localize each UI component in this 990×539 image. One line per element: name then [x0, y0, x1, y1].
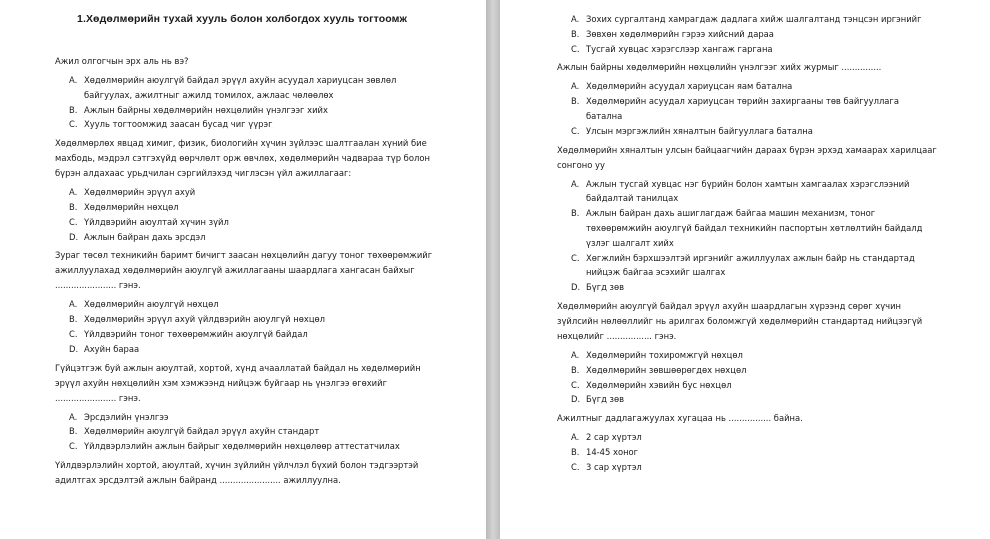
answer-option: C. Хууль тогтоомжид заасан бусад чиг үүрэг [69, 119, 273, 130]
answer-option: A. Хөдөлмөрийн аюулгүй нөхцөл [69, 299, 219, 310]
answer-option: C. Тусгай хувцас хэрэгслээр хангаж гаргана [571, 43, 773, 54]
answer-option: B. Хөдөлмөрийн зөвшөөрөгдөх нөхцөл [571, 364, 747, 375]
answer-options [69, 410, 435, 454]
answer-option: B. Хөдөлмөрийн асуудал хариуцсан төрийн захиргааны төв байгууллага батална [571, 96, 899, 121]
answer-options [69, 73, 435, 132]
question-text: Хөдөлмөрийн хяналтын улсын байцаагчийн дараах бүрэн эрхэд хамаарах харилцааг сонгоно уу [557, 144, 937, 170]
answer-option: A. Ажлын тусгай хувцас нэг бүрийн болон хамтын хамгаалах хэрэгслээний байдалтай танилцах [571, 178, 910, 204]
answer-options [571, 348, 937, 407]
answer-option: D. Ажлын байран дахь эрсдэл [69, 231, 206, 242]
answer-options [571, 430, 937, 474]
answer-option: A. Эрсдэлийн үнэлгээ [69, 411, 169, 422]
question-text: Зураг төсөл техникийн баримт бичигт заасан нөхцөлийн дагуу тоног төхөөрөмжийг ажиллуулахад хөдөлмөрийн аюулгүй ажиллагааны шаардлага хангасан байхыг ....................... гэнэ. [55, 250, 433, 291]
answer-option: A. 2 сар хүртэл [571, 432, 642, 443]
answer-option: C. Үйлдвэрийн тоног төхөөрөмжийн аюулгүй байдал [69, 328, 308, 339]
answer-option: B. Ажлын байрны хөдөлмөрийн нөхцөлийн үнэлгээг хийх [69, 104, 328, 115]
answer-option: B. Ажлын байран дахь ашиглагдаж байгаа машин механизм, тоног төхөөрөмжийн аюулгүй байдал техникийн паспортын хөтлөлтийн байдалд үзлэг шалгалт хийх [571, 208, 923, 248]
answer-option: C. Хөгжлийн бэрхшээлтэй иргэнийг ажиллуулах ажлын байр нь стандартад нийцэж байгаа эсэхийг шалгах [571, 252, 915, 278]
question-text: Хөдөлмөрлөх явцад химиг, физик, биологийн хүчин зүйлээс шалтгаалан хүний бие махбодь, мэдрэл сэтгэхүйд өөрчлөлт орж өвчлөх, хөдөлмөрийн чадвараа түр болон бүрэн алдахаас урьдчилан сэргийлэхэд чиглэсэн үйл ажиллагааг: [55, 138, 430, 179]
document-page-right[interactable] [500, 0, 990, 539]
document-page-left[interactable] [0, 0, 486, 539]
answer-option: A. Хөдөлмөрийн тохиромжгүй нөхцөл [571, 349, 743, 360]
answer-option: C. 3 сар хүртэл [571, 461, 642, 472]
answer-option: D. Бүгд зөв [571, 282, 625, 293]
question-text: Үйлдвэрлэлийн хортой, аюултай, хүчин зүйлийн үйлчлэл бүхий болон тэдгээртэй адилтгах эрсдэлтэй ажлын байранд ....................... ажиллуулна. [55, 459, 419, 485]
document-title: 1.Хөдөлмөрийн тухай хууль болон холбогдох хууль тогтоомж [77, 13, 408, 25]
answer-option: B. 14-45 хоног [571, 446, 639, 457]
answer-option: B. Хөдөлмөрийн эрүүл ахуй үйлдвэрийн аюулгүй нөхцөл [69, 314, 326, 325]
answer-option: C. Үйлдвэрлэлийн ажлын байрыг хөдөлмөрийн нөхцөлөөр аттестатчилах [69, 441, 400, 452]
answer-option: D. Бүгд зөв [571, 394, 625, 405]
answer-option: A. Хөдөлмөрийн эрүүл ахуй [69, 187, 196, 198]
answer-option: B. Хөдөлмөрийн нөхцөл [69, 201, 179, 212]
question-text: Ажилтныг дадлагажуулах хугацаа нь ................ байна. [557, 413, 803, 424]
answer-option: A. Хөдөлмөрийн аюулгүй байдал эрүүл ахуйн асуудал хариуцсан зөвлөл байгуулах, ажилтныг ажилд томилох, ажлаас чөлөөлөх [69, 75, 397, 100]
answer-options [69, 297, 435, 356]
answer-option: C. Үйлдвэрийн аюултай хүчин зүйл [69, 216, 229, 227]
answer-options [571, 177, 937, 295]
answer-option: D. Ахуйн бараа [69, 343, 140, 354]
answer-option: B. Хөдөлмөрийн аюулгүй байдал эрүүл ахуйн стандарт [69, 426, 320, 437]
answer-option: C. Улсын мэргэжлийн хяналтын байгууллага батална [571, 125, 813, 136]
page-gutter [486, 0, 500, 539]
answer-options [69, 185, 435, 244]
answer-option: A. Хөдөлмөрийн асуудал хариуцсан яам батална [571, 81, 793, 92]
question-text: Ажил олгогчын эрх аль нь вэ? [55, 56, 189, 66]
answer-options [571, 12, 937, 56]
answer-options [571, 79, 937, 138]
answer-option: C. Хөдөлмөрийн хэвийн бус нөхцөл [571, 379, 732, 390]
answer-option: A. Зохих сургалтанд хамрагдаж дадлага хийж шалгалтанд тэнцсэн иргэнийг [571, 14, 922, 24]
question-text: Хөдөлмөрийн аюулгүй байдал эрүүл ахуйн шаардлагын хүрээнд сөрөг хүчин зүйлсийн нөлөөллийг нь арилгах боломжгүй хөдөлмөрийн стандартад нийцээгүй нөхцөлийг ................. гэнэ. [557, 300, 923, 341]
answer-option: B. Зөвхөн хөдөлмөрийн гэрээ хийсний дараа [571, 28, 774, 39]
question-text: Ажлын байрны хөдөлмөрийн нөхцөлийн үнэлгээг хийх журмыг ............... [557, 62, 882, 73]
question-text: Гүйцэтгэж буй ажлын аюултай, хортой, хүнд ачааллатай байдал нь хөдөлмөрийн эрүүл ахуйн нөхцөлийн хэм хэмжээнд нийцэж буйгаар нь үнэлгээ өгөхийг ....................... гэнэ. [55, 362, 421, 403]
